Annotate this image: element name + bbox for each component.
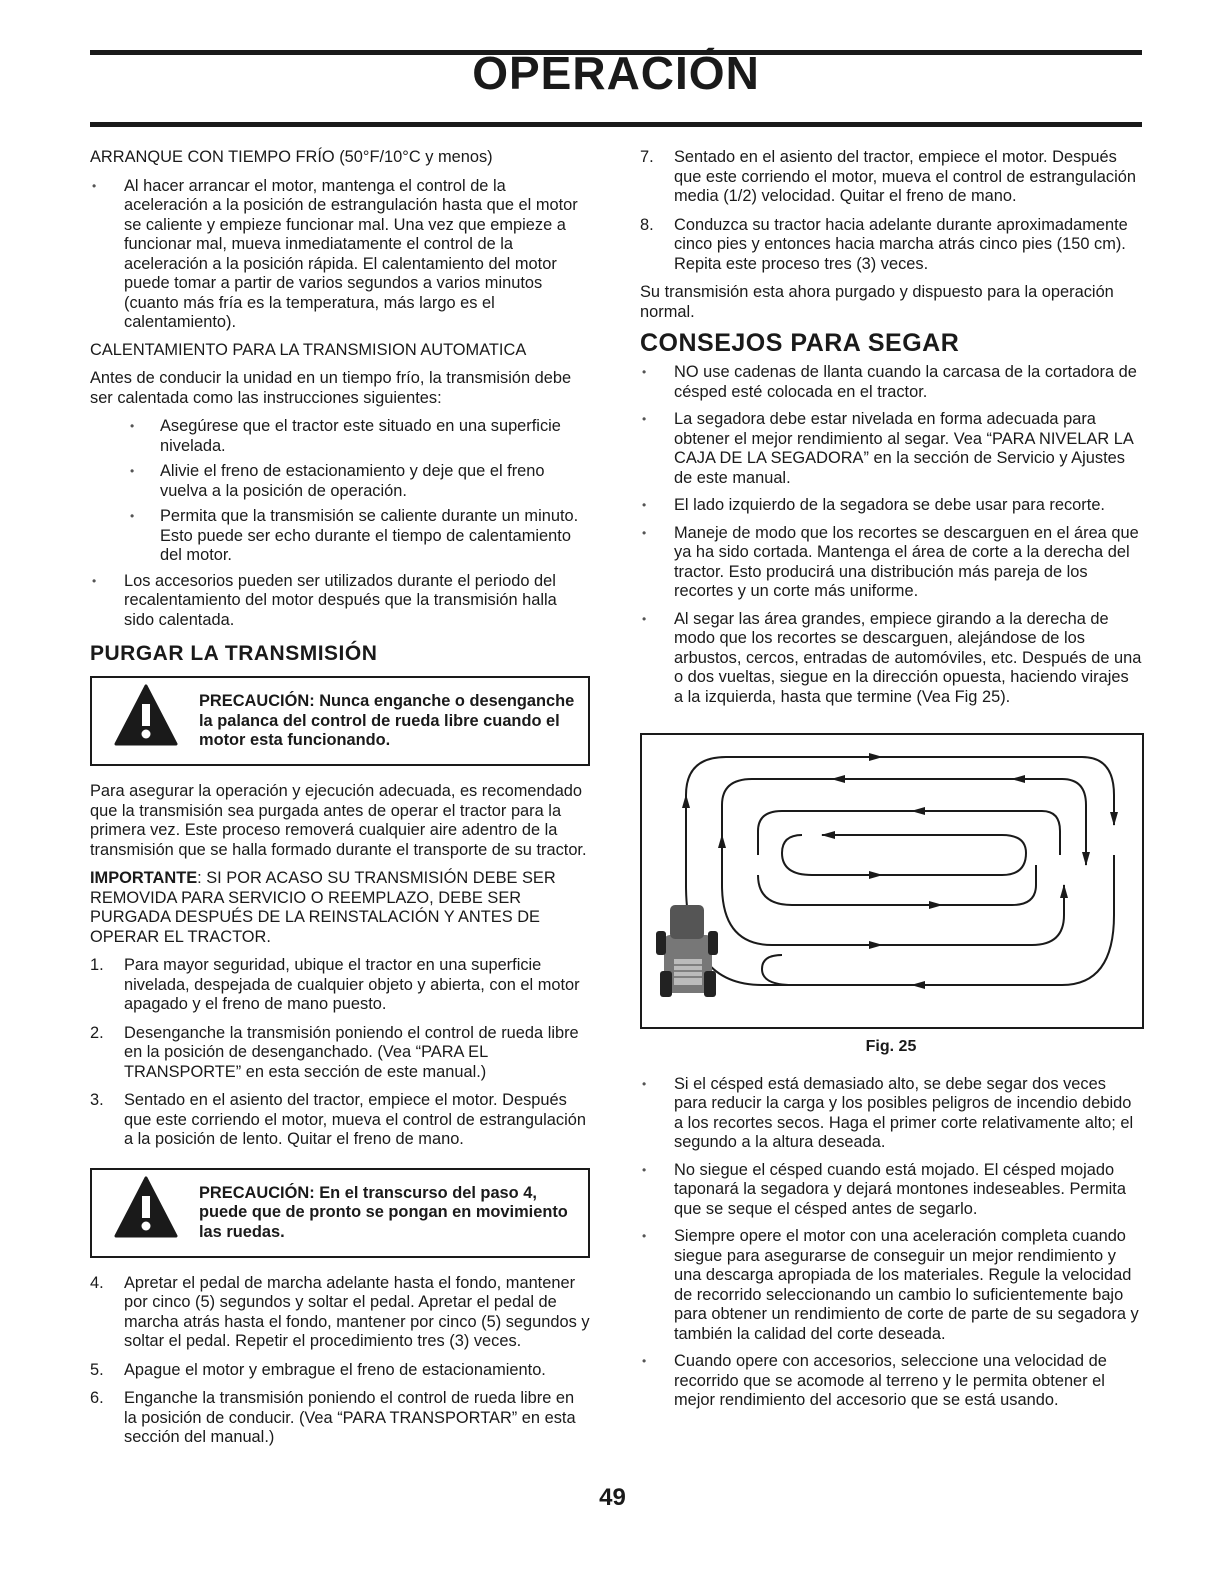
- warning-box-1: [90, 676, 590, 766]
- mowing-pattern-figure: [640, 733, 1144, 1029]
- cold-start-heading: ARRANQUE CON TIEMPO FRÍO (50°F/10°C y menos): [90, 148, 493, 166]
- warmup-sub-item: • Asegúrese que el tractor este situado en una superficie nivelada.: [90, 417, 590, 456]
- step-item: [90, 1091, 590, 1150]
- important-note: [90, 869, 590, 947]
- step-text: Apague el motor y embrague el freno de estacionamiento.: [124, 1360, 546, 1379]
- step-text: Sentado en el asiento del tractor, empiece el motor. Después que este corriendo el motor, mueva el control de estrangulación media (1/2) velocidad. Quitar el freno de mano.: [674, 148, 1136, 205]
- step-number: 4.: [90, 1273, 104, 1292]
- tip-item: • La segadora debe estar nivelada en forma adecuada para obtener el mejor rendimiento al segar. Vea “PARA NIVELAR LA CAJA DE LA SEGADORA” en la sección de Servicio y Ajustes de este manual.: [640, 410, 1142, 488]
- step-item: [90, 956, 590, 1015]
- important-text: : SI POR ACASO SU TRANSMISIÓN DEBE SER REMOVIDA PARA SERVICIO O REEMPLAZO, DEBE SER PURGADA DESPUÉS DE LA REINSTALACIÓN Y ANTES DE OPERAR EL TRACTOR.: [90, 869, 556, 946]
- tip-item: • Siempre opere el motor con una aceleración completa cuando siegue para asegurarse de conseguir un mejor rendimiento y una descarga apropiada de los materiales. Regule la velocidad de recorrido seleccionando un cambio lo suficientemente bajo para obtener un rendimiento de corte de parte de su segadora y también la calidad del corte deseada.: [640, 1227, 1142, 1344]
- page-number: 49: [599, 1484, 626, 1511]
- step-number: 5.: [90, 1360, 104, 1379]
- purge-intro: Para asegurar la operación y ejecución adecuada, es recomendado que la transmisión sea purgada antes de operar el tractor para la primera vez. Este proceso removerá cualquier aire adentro de la transmisión que se halla formado durante el transporte de su tractor.: [90, 782, 587, 859]
- right-column: [640, 148, 1142, 1419]
- tip-item: • Cuando opere con accesorios, seleccione una velocidad de recorrido que se acomode al terreno y le permita obtener el mejor rendimiento del accesorio que se está usando.: [640, 1352, 1142, 1411]
- step-number: 1.: [90, 956, 104, 974]
- important-label: IMPORTANTE: [90, 869, 198, 887]
- cold-start-bullet: • Al hacer arrancar el motor, mantenga el control de la aceleración a la posición de estrangulación hasta que el motor se caliente y empieze funcionar mal. Una vez que empieze a funcionar mal, mueva inmediatamente el control de la aceleración a la posición rápida. El calentamiento del motor puede tomar a partir de varios segundos a varios minutos (cuanto más fría es la temperatura, más largo es el calentamiento).: [90, 177, 590, 333]
- step-text: Apretar el pedal de marcha adelante hasta el fondo, mantener por cinco (5) segundos y soltar el pedal. Apretar el pedal de marcha atrás hasta el fondo, mantener por cinco (5) segundos y soltar el pedal. Repetir el procedimiento tres (3) veces.: [124, 1273, 590, 1350]
- step-text: Desenganche la transmisión poniendo el control de rueda libre en la posición de desenganchado. (Vea “PARA EL TRANSPORTE” en esta sección de este manual.): [124, 1023, 579, 1081]
- page-title: OPERACIÓN: [472, 47, 760, 99]
- step-number: 7.: [640, 148, 654, 166]
- step-item: [640, 148, 1142, 207]
- tip-item: • Maneje de modo que los recortes se descarguen en el área que ya ha sido cortada. Mantenga el área de corte a la derecha del tractor. Esto producirá una distribución más pareja de los recortes y un corte más uniforme.: [640, 524, 1142, 602]
- left-column: [90, 148, 590, 1457]
- tip-item: • No siegue el césped cuando está mojado. El césped mojado taponará la segadora y dejará montones indeseables. Permita que se seque el césped antes de segarlo.: [640, 1161, 1142, 1220]
- step-text: Sentado en el asiento del tractor, empiece el motor. Después que este corriendo el motor, mueva el control de estrangulación a la posición de lento. Quitar el freno de mano.: [124, 1091, 586, 1148]
- step-number: 8.: [640, 215, 654, 234]
- step-item: [90, 1274, 590, 1352]
- mowing-pattern-diagram: [642, 735, 1142, 1027]
- step-number: 3.: [90, 1091, 104, 1109]
- accessories-bullet: • Los accesorios pueden ser utilizados durante el periodo del recalentamiento del motor después que la transmisión halla sido calentada.: [90, 572, 590, 631]
- step-item: [90, 1361, 590, 1381]
- step-item: [640, 216, 1142, 275]
- purged-note: Su transmisión esta ahora purgado y dispuesto para la operación normal.: [640, 283, 1114, 321]
- warmup-sub-item: • Permita que la transmisión se caliente durante un minuto. Esto puede ser echo durante el tiempo de calentamiento del motor.: [90, 507, 590, 566]
- step-item: [90, 1024, 590, 1083]
- top-rule-lower: [90, 122, 1142, 127]
- figure-caption: Fig. 25: [865, 1038, 917, 1055]
- warmup-sub-item: • Alivie el freno de estacionamiento y deje que el freno vuelva a la posición de operación.: [90, 462, 590, 501]
- warning-triangle-icon: [114, 684, 178, 748]
- step-text: Conduzca su tractor hacia adelante durante aproximadamente cinco pies y entonces hacia marcha atrás cinco pies (150 cm). Repita este proceso tres (3) veces.: [674, 215, 1128, 273]
- tips-heading: CONSEJOS PARA SEGAR: [640, 329, 960, 357]
- warning-text-2: PRECAUCIÓN: En el transcurso del paso 4, puede que de pronto se pongan en movimiento las ruedas.: [199, 1183, 568, 1241]
- step-text: Enganche la transmisión poniendo el control de rueda libre en la posición de conducir. (Vea “PARA TRANSPORTAR” en esta sección del manual.): [124, 1389, 576, 1446]
- warning-text-1: PRECAUCIÓN: Nunca enganche o desenganche la palanca del control de rueda libre cuando el motor esta funcionando.: [199, 692, 575, 749]
- warmup-intro: Antes de conducir la unidad en un tiempo frío, la transmisión debe ser calentada como las instrucciones siguientes:: [90, 369, 572, 407]
- step-number: 6.: [90, 1389, 104, 1407]
- tractor-icon: [656, 905, 718, 997]
- tip-item: • El lado izquierdo de la segadora se debe usar para recorte.: [640, 496, 1142, 516]
- warning-triangle-icon: [114, 1176, 178, 1240]
- tip-item: • NO use cadenas de llanta cuando la carcasa de la cortadora de césped esté colocada en el tractor.: [640, 363, 1142, 402]
- step-text: Para mayor seguridad, ubique el tractor en una superficie nivelada, despejada de cualquier objeto y abierta, con el motor apagado y el freno de mano puesto.: [124, 956, 580, 1013]
- warning-box-2: [90, 1168, 590, 1258]
- purge-heading: PURGAR LA TRANSMISIÓN: [90, 642, 378, 665]
- outer-mow-path: [686, 757, 1114, 885]
- step-item: [90, 1389, 590, 1448]
- step-number: 2.: [90, 1023, 104, 1042]
- warmup-heading: CALENTAMIENTO PARA LA TRANSMISION AUTOMATICA: [90, 340, 527, 359]
- tip-item: • Al segar las área grandes, empiece girando a la derecha de modo que los recortes se descarguen, alejándose de los arbustos, cercos, entradas de automóviles, etc. Después de una o dos vueltas, siegue en la dirección opuesta, haciendo virajes a la izquierda, hasta que termine (Vea Fig 25).: [640, 610, 1142, 708]
- tip-item: • Si el césped está demasiado alto, se debe segar dos veces para reducir la carga y los posibles peligros de incendio debido a los recortes secos. Haga el primer corte relativamente alto; el segundo a la altura deseada.: [640, 1075, 1142, 1153]
